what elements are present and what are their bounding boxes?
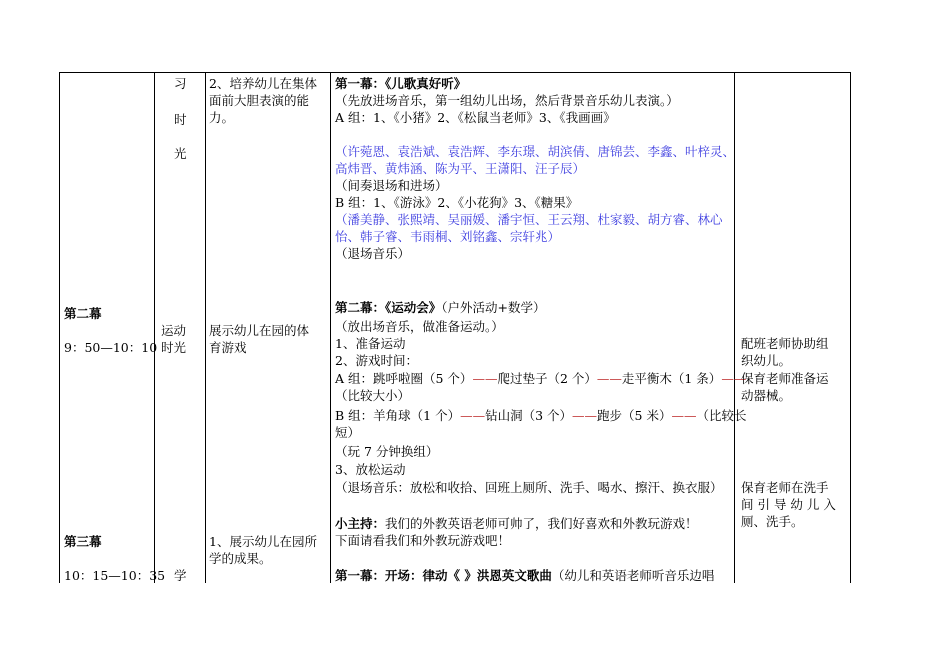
scene3-tail: （幼儿和英语老师听音乐边唱	[551, 568, 715, 583]
staff-note: 动器械。	[741, 388, 792, 403]
section-char: 光	[174, 146, 187, 161]
scene1-group-a: A 组：1、《小猪》2、《松鼠当老师》3、《我画画》	[335, 110, 616, 125]
staff-note: 配班老师协助组	[741, 336, 829, 351]
scene1-names-b: 怡、韩子睿、韦雨桐、刘铭鑫、宗轩兆）	[335, 229, 561, 244]
scene2-group-b-text: B 组：羊角球（1 个）	[335, 408, 461, 423]
staff-note: 保育老师在洗手	[741, 480, 829, 495]
scene2-step: 1、准备运动	[335, 336, 406, 351]
host-text: 下面请看我们和外教玩游戏吧！	[335, 533, 511, 548]
act2-title: 第二幕	[64, 306, 102, 321]
scene2-title-line	[335, 299, 546, 316]
staff-note: 厕、洗手。	[741, 514, 804, 529]
goal-text: 育游戏	[209, 340, 247, 355]
goal-text: 面前大胆表演的能	[209, 93, 310, 108]
scene2-relax: （退场音乐：放松和收拾、回班上厕所、洗手、喝水、擦汗、换衣服）	[335, 480, 723, 495]
goal-text: 展示幼儿在园的体	[209, 323, 310, 338]
dash: ——	[572, 408, 598, 423]
scene2-title: 第二幕：《运动会》	[335, 300, 442, 315]
scene2-step: 3、放松运动	[335, 462, 406, 477]
goal-text: 学的成果。	[209, 551, 272, 566]
scene1-exit: （退场音乐）	[335, 246, 411, 261]
host-text: 我们的外教英语老师可帅了，我们好喜欢和外教玩游戏！	[385, 516, 698, 531]
act2-time: 9：50—10：10	[64, 340, 158, 355]
scene2-group-a-text: 爬过垫子（2 个）	[497, 371, 597, 386]
column-divider	[330, 73, 331, 583]
scene2-group-b-note: 短）	[335, 425, 361, 440]
scene1-names-a: （许菀恩、袁浩斌、袁浩辉、李东璟、胡滨倩、唐锦芸、李鑫、叶梓灵、	[335, 144, 736, 159]
staff-note: 织幼儿。	[741, 353, 792, 368]
section-char: 学	[174, 568, 187, 583]
host-line	[335, 515, 698, 532]
scene1-interlude: （间奏退场和进场）	[335, 178, 448, 193]
scene1-names-a: 高炜晋、黄炜涵、陈为平、王潇阳、汪子辰）	[335, 161, 586, 176]
staff-note: 保育老师准备运	[741, 371, 829, 386]
scene2-step: 2、游戏时间：	[335, 353, 418, 368]
scene1-group-b: B 组：1、《游泳》2、《小花狗》3、《糖果》	[335, 195, 579, 210]
goal-text: 1、展示幼儿在园所	[209, 534, 317, 549]
section-char: 习	[174, 76, 187, 91]
scene3-title: 第一幕：开场：律动《 》洪恩英文歌曲	[335, 568, 552, 583]
act3-time: 10：15—10：35	[64, 568, 166, 583]
scene2-group-b-text: （比较长	[696, 408, 747, 423]
dash: ——	[596, 371, 622, 386]
act3-title: 第三幕	[64, 534, 102, 549]
scene1-names-b: （潘美静、张熙靖、吴丽媛、潘宇恒、王云翔、杜家毅、胡方睿、林心	[335, 212, 723, 227]
section-char: 时	[174, 112, 187, 127]
scene2-group-b	[335, 407, 746, 424]
goal-text: 2、培养幼儿在集体	[209, 76, 317, 91]
section-name: 运动	[161, 323, 187, 338]
column-divider	[154, 73, 155, 583]
scene2-group-a-note: （比较大小）	[335, 388, 411, 403]
scene2-group-a	[335, 370, 746, 387]
dash: ——	[721, 371, 747, 386]
goal-text: 力。	[209, 110, 235, 125]
host-label: 小主持：	[335, 516, 386, 531]
schedule-table	[59, 72, 851, 583]
scene2-title-suffix: （户外活动+数学）	[441, 300, 546, 315]
section-name: 时光	[161, 340, 187, 355]
scene1-intro: （先放进场音乐，第一组幼儿出场，然后背景音乐幼儿表演。）	[335, 93, 679, 108]
scene3-line	[335, 567, 714, 584]
scene1-title: 第一幕：《儿歌真好听》	[335, 76, 467, 91]
scene2-rotate: （玩 7 分钟换组）	[335, 444, 439, 459]
scene2-group-a-text: A 组：跳呼啦圈（5 个）	[335, 371, 473, 386]
scene2-group-b-text: 钻山洞（3 个）	[485, 408, 573, 423]
scene2-group-a-text: 走平衡木（1 条）	[621, 371, 722, 386]
dash: ——	[671, 408, 697, 423]
column-divider	[205, 73, 206, 583]
dash: ——	[472, 371, 498, 386]
scene2-intro: （放出场音乐，做准备运动。）	[335, 319, 504, 334]
dash: ——	[460, 408, 486, 423]
staff-note: 间 引 导 幼 儿 入	[741, 497, 836, 512]
scene2-group-b-text: 跑步（5 米）	[597, 408, 672, 423]
